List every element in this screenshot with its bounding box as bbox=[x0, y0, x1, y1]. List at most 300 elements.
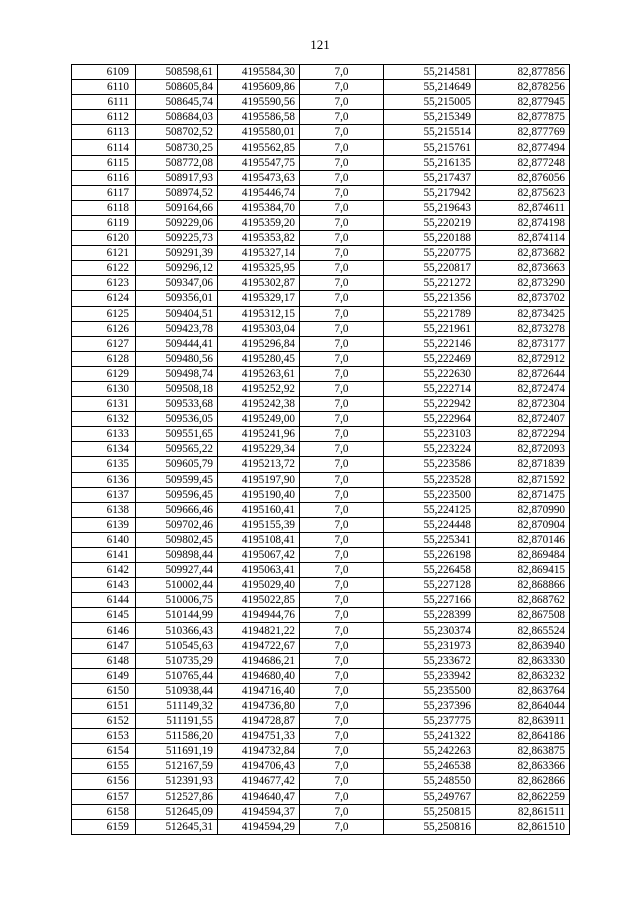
y-coordinate-cell: 4195590,56 bbox=[218, 95, 300, 110]
height-cell: 7,0 bbox=[300, 321, 384, 336]
longitude-cell: 82,872407 bbox=[476, 412, 570, 427]
table-row bbox=[72, 532, 570, 547]
point-number-cell: 6115 bbox=[72, 155, 136, 170]
y-coordinate-cell: 4195547,75 bbox=[218, 155, 300, 170]
latitude-cell: 55,227166 bbox=[384, 593, 476, 608]
y-coordinate-cell: 4194640,47 bbox=[218, 789, 300, 804]
point-number-cell: 6121 bbox=[72, 246, 136, 261]
latitude-cell: 55,217437 bbox=[384, 170, 476, 185]
height-cell: 7,0 bbox=[300, 261, 384, 276]
height-cell: 7,0 bbox=[300, 125, 384, 140]
y-coordinate-cell: 4195312,15 bbox=[218, 306, 300, 321]
height-cell: 7,0 bbox=[300, 608, 384, 623]
table-row bbox=[72, 578, 570, 593]
table-row bbox=[72, 487, 570, 502]
table-row bbox=[72, 548, 570, 563]
table-row bbox=[72, 427, 570, 442]
y-coordinate-cell: 4195108,41 bbox=[218, 532, 300, 547]
table-row bbox=[72, 397, 570, 412]
height-cell: 7,0 bbox=[300, 744, 384, 759]
x-coordinate-cell: 511691,19 bbox=[136, 744, 218, 759]
y-coordinate-cell: 4195353,82 bbox=[218, 231, 300, 246]
longitude-cell: 82,875623 bbox=[476, 185, 570, 200]
table-row bbox=[72, 125, 570, 140]
page-number: 121 bbox=[310, 37, 330, 52]
latitude-cell: 55,222469 bbox=[384, 351, 476, 366]
point-number-cell: 6133 bbox=[72, 427, 136, 442]
latitude-cell: 55,230374 bbox=[384, 623, 476, 638]
height-cell: 7,0 bbox=[300, 804, 384, 819]
table-row bbox=[72, 95, 570, 110]
table-row bbox=[72, 170, 570, 185]
x-coordinate-cell: 509898,44 bbox=[136, 548, 218, 563]
y-coordinate-cell: 4194821,22 bbox=[218, 623, 300, 638]
longitude-cell: 82,863911 bbox=[476, 714, 570, 729]
x-coordinate-cell: 510366,43 bbox=[136, 623, 218, 638]
latitude-cell: 55,221961 bbox=[384, 321, 476, 336]
longitude-cell: 82,865524 bbox=[476, 623, 570, 638]
y-coordinate-cell: 4194716,40 bbox=[218, 683, 300, 698]
y-coordinate-cell: 4194594,37 bbox=[218, 804, 300, 819]
longitude-cell: 82,873290 bbox=[476, 276, 570, 291]
x-coordinate-cell: 509164,66 bbox=[136, 200, 218, 215]
y-coordinate-cell: 4195160,41 bbox=[218, 502, 300, 517]
table-row bbox=[72, 819, 570, 834]
latitude-cell: 55,237775 bbox=[384, 714, 476, 729]
point-number-cell: 6109 bbox=[72, 65, 136, 80]
table-row bbox=[72, 185, 570, 200]
y-coordinate-cell: 4195562,85 bbox=[218, 140, 300, 155]
x-coordinate-cell: 508702,52 bbox=[136, 125, 218, 140]
longitude-cell: 82,877494 bbox=[476, 140, 570, 155]
latitude-cell: 55,222714 bbox=[384, 381, 476, 396]
height-cell: 7,0 bbox=[300, 457, 384, 472]
x-coordinate-cell: 509605,79 bbox=[136, 457, 218, 472]
height-cell: 7,0 bbox=[300, 366, 384, 381]
height-cell: 7,0 bbox=[300, 185, 384, 200]
height-cell: 7,0 bbox=[300, 472, 384, 487]
latitude-cell: 55,220775 bbox=[384, 246, 476, 261]
y-coordinate-cell: 4195325,95 bbox=[218, 261, 300, 276]
point-number-cell: 6125 bbox=[72, 306, 136, 321]
x-coordinate-cell: 512391,93 bbox=[136, 774, 218, 789]
table-row bbox=[72, 336, 570, 351]
height-cell: 7,0 bbox=[300, 517, 384, 532]
point-number-cell: 6146 bbox=[72, 623, 136, 638]
latitude-cell: 55,226198 bbox=[384, 548, 476, 563]
table-row bbox=[72, 729, 570, 744]
longitude-cell: 82,864186 bbox=[476, 729, 570, 744]
height-cell: 7,0 bbox=[300, 95, 384, 110]
height-cell: 7,0 bbox=[300, 442, 384, 457]
height-cell: 7,0 bbox=[300, 759, 384, 774]
point-number-cell: 6144 bbox=[72, 593, 136, 608]
longitude-cell: 82,873663 bbox=[476, 261, 570, 276]
height-cell: 7,0 bbox=[300, 427, 384, 442]
x-coordinate-cell: 511586,20 bbox=[136, 729, 218, 744]
table-row bbox=[72, 759, 570, 774]
latitude-cell: 55,214649 bbox=[384, 80, 476, 95]
x-coordinate-cell: 509291,39 bbox=[136, 246, 218, 261]
x-coordinate-cell: 509356,01 bbox=[136, 291, 218, 306]
height-cell: 7,0 bbox=[300, 351, 384, 366]
height-cell: 7,0 bbox=[300, 698, 384, 713]
latitude-cell: 55,222630 bbox=[384, 366, 476, 381]
table-row bbox=[72, 744, 570, 759]
height-cell: 7,0 bbox=[300, 532, 384, 547]
point-number-cell: 6145 bbox=[72, 608, 136, 623]
latitude-cell: 55,215349 bbox=[384, 110, 476, 125]
x-coordinate-cell: 509347,06 bbox=[136, 276, 218, 291]
y-coordinate-cell: 4195280,45 bbox=[218, 351, 300, 366]
height-cell: 7,0 bbox=[300, 593, 384, 608]
latitude-cell: 55,221789 bbox=[384, 306, 476, 321]
x-coordinate-cell: 511191,55 bbox=[136, 714, 218, 729]
y-coordinate-cell: 4194706,43 bbox=[218, 759, 300, 774]
point-number-cell: 6131 bbox=[72, 397, 136, 412]
longitude-cell: 82,871592 bbox=[476, 472, 570, 487]
y-coordinate-cell: 4195359,20 bbox=[218, 215, 300, 230]
point-number-cell: 6128 bbox=[72, 351, 136, 366]
point-number-cell: 6130 bbox=[72, 381, 136, 396]
longitude-cell: 82,872474 bbox=[476, 381, 570, 396]
height-cell: 7,0 bbox=[300, 306, 384, 321]
height-cell: 7,0 bbox=[300, 170, 384, 185]
latitude-cell: 55,223586 bbox=[384, 457, 476, 472]
latitude-cell: 55,223500 bbox=[384, 487, 476, 502]
longitude-cell: 82,871475 bbox=[476, 487, 570, 502]
table-row bbox=[72, 351, 570, 366]
latitude-cell: 55,242263 bbox=[384, 744, 476, 759]
latitude-cell: 55,217942 bbox=[384, 185, 476, 200]
x-coordinate-cell: 509229,06 bbox=[136, 215, 218, 230]
x-coordinate-cell: 510735,29 bbox=[136, 653, 218, 668]
height-cell: 7,0 bbox=[300, 683, 384, 698]
x-coordinate-cell: 509444,41 bbox=[136, 336, 218, 351]
y-coordinate-cell: 4194680,40 bbox=[218, 668, 300, 683]
height-cell: 7,0 bbox=[300, 397, 384, 412]
coordinates-table bbox=[71, 64, 570, 835]
longitude-cell: 82,862866 bbox=[476, 774, 570, 789]
x-coordinate-cell: 509296,12 bbox=[136, 261, 218, 276]
longitude-cell: 82,874114 bbox=[476, 231, 570, 246]
table-row bbox=[72, 215, 570, 230]
longitude-cell: 82,872093 bbox=[476, 442, 570, 457]
point-number-cell: 6137 bbox=[72, 487, 136, 502]
y-coordinate-cell: 4195580,01 bbox=[218, 125, 300, 140]
longitude-cell: 82,877769 bbox=[476, 125, 570, 140]
y-coordinate-cell: 4195252,92 bbox=[218, 381, 300, 396]
coordinates-table-body bbox=[72, 65, 570, 835]
latitude-cell: 55,248550 bbox=[384, 774, 476, 789]
table-row bbox=[72, 683, 570, 698]
y-coordinate-cell: 4195213,72 bbox=[218, 457, 300, 472]
point-number-cell: 6138 bbox=[72, 502, 136, 517]
table-row bbox=[72, 200, 570, 215]
y-coordinate-cell: 4195197,90 bbox=[218, 472, 300, 487]
y-coordinate-cell: 4195063,41 bbox=[218, 563, 300, 578]
longitude-cell: 82,873425 bbox=[476, 306, 570, 321]
table-row bbox=[72, 261, 570, 276]
latitude-cell: 55,233942 bbox=[384, 668, 476, 683]
height-cell: 7,0 bbox=[300, 819, 384, 834]
x-coordinate-cell: 509565,22 bbox=[136, 442, 218, 457]
x-coordinate-cell: 509404,51 bbox=[136, 306, 218, 321]
longitude-cell: 82,872294 bbox=[476, 427, 570, 442]
latitude-cell: 55,241322 bbox=[384, 729, 476, 744]
height-cell: 7,0 bbox=[300, 502, 384, 517]
table-row bbox=[72, 698, 570, 713]
table-row bbox=[72, 155, 570, 170]
y-coordinate-cell: 4195242,38 bbox=[218, 397, 300, 412]
height-cell: 7,0 bbox=[300, 774, 384, 789]
x-coordinate-cell: 510002,44 bbox=[136, 578, 218, 593]
x-coordinate-cell: 510144,99 bbox=[136, 608, 218, 623]
x-coordinate-cell: 508605,84 bbox=[136, 80, 218, 95]
longitude-cell: 82,863232 bbox=[476, 668, 570, 683]
table-row bbox=[72, 668, 570, 683]
table-row bbox=[72, 306, 570, 321]
latitude-cell: 55,246538 bbox=[384, 759, 476, 774]
y-coordinate-cell: 4195067,42 bbox=[218, 548, 300, 563]
point-number-cell: 6135 bbox=[72, 457, 136, 472]
latitude-cell: 55,223224 bbox=[384, 442, 476, 457]
point-number-cell: 6120 bbox=[72, 231, 136, 246]
x-coordinate-cell: 509498,74 bbox=[136, 366, 218, 381]
y-coordinate-cell: 4194736,80 bbox=[218, 698, 300, 713]
latitude-cell: 55,215514 bbox=[384, 125, 476, 140]
height-cell: 7,0 bbox=[300, 653, 384, 668]
y-coordinate-cell: 4195329,17 bbox=[218, 291, 300, 306]
point-number-cell: 6119 bbox=[72, 215, 136, 230]
height-cell: 7,0 bbox=[300, 714, 384, 729]
point-number-cell: 6139 bbox=[72, 517, 136, 532]
point-number-cell: 6126 bbox=[72, 321, 136, 336]
table-row bbox=[72, 321, 570, 336]
longitude-cell: 82,862259 bbox=[476, 789, 570, 804]
longitude-cell: 82,877945 bbox=[476, 95, 570, 110]
latitude-cell: 55,224125 bbox=[384, 502, 476, 517]
longitude-cell: 82,863875 bbox=[476, 744, 570, 759]
height-cell: 7,0 bbox=[300, 155, 384, 170]
height-cell: 7,0 bbox=[300, 231, 384, 246]
point-number-cell: 6127 bbox=[72, 336, 136, 351]
point-number-cell: 6142 bbox=[72, 563, 136, 578]
latitude-cell: 55,219643 bbox=[384, 200, 476, 215]
longitude-cell: 82,878256 bbox=[476, 80, 570, 95]
height-cell: 7,0 bbox=[300, 200, 384, 215]
x-coordinate-cell: 509533,68 bbox=[136, 397, 218, 412]
longitude-cell: 82,874611 bbox=[476, 200, 570, 215]
point-number-cell: 6134 bbox=[72, 442, 136, 457]
table-row bbox=[72, 804, 570, 819]
longitude-cell: 82,863940 bbox=[476, 638, 570, 653]
longitude-cell: 82,874198 bbox=[476, 215, 570, 230]
latitude-cell: 55,222964 bbox=[384, 412, 476, 427]
y-coordinate-cell: 4195022,85 bbox=[218, 593, 300, 608]
point-number-cell: 6140 bbox=[72, 532, 136, 547]
longitude-cell: 82,872304 bbox=[476, 397, 570, 412]
point-number-cell: 6158 bbox=[72, 804, 136, 819]
table-row bbox=[72, 593, 570, 608]
point-number-cell: 6117 bbox=[72, 185, 136, 200]
x-coordinate-cell: 509666,46 bbox=[136, 502, 218, 517]
x-coordinate-cell: 510006,75 bbox=[136, 593, 218, 608]
x-coordinate-cell: 509551,65 bbox=[136, 427, 218, 442]
table-row bbox=[72, 381, 570, 396]
table-row bbox=[72, 140, 570, 155]
y-coordinate-cell: 4194594,29 bbox=[218, 819, 300, 834]
table-row bbox=[72, 291, 570, 306]
y-coordinate-cell: 4195586,58 bbox=[218, 110, 300, 125]
point-number-cell: 6150 bbox=[72, 683, 136, 698]
longitude-cell: 82,861510 bbox=[476, 819, 570, 834]
latitude-cell: 55,221272 bbox=[384, 276, 476, 291]
latitude-cell: 55,228399 bbox=[384, 608, 476, 623]
height-cell: 7,0 bbox=[300, 578, 384, 593]
y-coordinate-cell: 4195303,04 bbox=[218, 321, 300, 336]
y-coordinate-cell: 4195263,61 bbox=[218, 366, 300, 381]
point-number-cell: 6112 bbox=[72, 110, 136, 125]
latitude-cell: 55,223528 bbox=[384, 472, 476, 487]
height-cell: 7,0 bbox=[300, 563, 384, 578]
x-coordinate-cell: 509225,73 bbox=[136, 231, 218, 246]
point-number-cell: 6159 bbox=[72, 819, 136, 834]
table-row bbox=[72, 653, 570, 668]
point-number-cell: 6152 bbox=[72, 714, 136, 729]
point-number-cell: 6118 bbox=[72, 200, 136, 215]
point-number-cell: 6154 bbox=[72, 744, 136, 759]
y-coordinate-cell: 4195229,34 bbox=[218, 442, 300, 457]
longitude-cell: 82,869415 bbox=[476, 563, 570, 578]
y-coordinate-cell: 4195296,84 bbox=[218, 336, 300, 351]
latitude-cell: 55,215005 bbox=[384, 95, 476, 110]
latitude-cell: 55,220219 bbox=[384, 215, 476, 230]
point-number-cell: 6116 bbox=[72, 170, 136, 185]
longitude-cell: 82,872912 bbox=[476, 351, 570, 366]
y-coordinate-cell: 4195241,96 bbox=[218, 427, 300, 442]
height-cell: 7,0 bbox=[300, 789, 384, 804]
table-row bbox=[72, 366, 570, 381]
longitude-cell: 82,863366 bbox=[476, 759, 570, 774]
x-coordinate-cell: 508772,08 bbox=[136, 155, 218, 170]
latitude-cell: 55,231973 bbox=[384, 638, 476, 653]
longitude-cell: 82,870146 bbox=[476, 532, 570, 547]
height-cell: 7,0 bbox=[300, 215, 384, 230]
table-row bbox=[72, 714, 570, 729]
height-cell: 7,0 bbox=[300, 381, 384, 396]
height-cell: 7,0 bbox=[300, 729, 384, 744]
x-coordinate-cell: 509596,45 bbox=[136, 487, 218, 502]
table-row bbox=[72, 638, 570, 653]
y-coordinate-cell: 4195473,63 bbox=[218, 170, 300, 185]
point-number-cell: 6111 bbox=[72, 95, 136, 110]
y-coordinate-cell: 4194728,87 bbox=[218, 714, 300, 729]
x-coordinate-cell: 508974,52 bbox=[136, 185, 218, 200]
latitude-cell: 55,216135 bbox=[384, 155, 476, 170]
x-coordinate-cell: 509927,44 bbox=[136, 563, 218, 578]
height-cell: 7,0 bbox=[300, 487, 384, 502]
y-coordinate-cell: 4195384,70 bbox=[218, 200, 300, 215]
latitude-cell: 55,235500 bbox=[384, 683, 476, 698]
longitude-cell: 82,872644 bbox=[476, 366, 570, 381]
height-cell: 7,0 bbox=[300, 638, 384, 653]
latitude-cell: 55,220188 bbox=[384, 231, 476, 246]
point-number-cell: 6136 bbox=[72, 472, 136, 487]
height-cell: 7,0 bbox=[300, 548, 384, 563]
x-coordinate-cell: 508645,74 bbox=[136, 95, 218, 110]
point-number-cell: 6147 bbox=[72, 638, 136, 653]
height-cell: 7,0 bbox=[300, 412, 384, 427]
latitude-cell: 55,227128 bbox=[384, 578, 476, 593]
y-coordinate-cell: 4195302,87 bbox=[218, 276, 300, 291]
longitude-cell: 82,871839 bbox=[476, 457, 570, 472]
x-coordinate-cell: 508730,25 bbox=[136, 140, 218, 155]
point-number-cell: 6123 bbox=[72, 276, 136, 291]
latitude-cell: 55,225341 bbox=[384, 532, 476, 547]
x-coordinate-cell: 508598,61 bbox=[136, 65, 218, 80]
latitude-cell: 55,222146 bbox=[384, 336, 476, 351]
table-row bbox=[72, 608, 570, 623]
y-coordinate-cell: 4194751,33 bbox=[218, 729, 300, 744]
point-number-cell: 6155 bbox=[72, 759, 136, 774]
table-row bbox=[72, 231, 570, 246]
height-cell: 7,0 bbox=[300, 276, 384, 291]
x-coordinate-cell: 509702,46 bbox=[136, 517, 218, 532]
y-coordinate-cell: 4195190,40 bbox=[218, 487, 300, 502]
height-cell: 7,0 bbox=[300, 65, 384, 80]
table-row bbox=[72, 774, 570, 789]
latitude-cell: 55,226458 bbox=[384, 563, 476, 578]
point-number-cell: 6148 bbox=[72, 653, 136, 668]
y-coordinate-cell: 4194944,76 bbox=[218, 608, 300, 623]
point-number-cell: 6129 bbox=[72, 366, 136, 381]
latitude-cell: 55,215761 bbox=[384, 140, 476, 155]
table-row bbox=[72, 502, 570, 517]
x-coordinate-cell: 508684,03 bbox=[136, 110, 218, 125]
latitude-cell: 55,224448 bbox=[384, 517, 476, 532]
table-row bbox=[72, 623, 570, 638]
latitude-cell: 55,221356 bbox=[384, 291, 476, 306]
latitude-cell: 55,220817 bbox=[384, 261, 476, 276]
height-cell: 7,0 bbox=[300, 110, 384, 125]
longitude-cell: 82,877248 bbox=[476, 155, 570, 170]
longitude-cell: 82,869484 bbox=[476, 548, 570, 563]
height-cell: 7,0 bbox=[300, 80, 384, 95]
table-row bbox=[72, 457, 570, 472]
table-row bbox=[72, 412, 570, 427]
table-row bbox=[72, 563, 570, 578]
x-coordinate-cell: 509536,05 bbox=[136, 412, 218, 427]
y-coordinate-cell: 4194722,67 bbox=[218, 638, 300, 653]
table-row bbox=[72, 517, 570, 532]
longitude-cell: 82,876056 bbox=[476, 170, 570, 185]
longitude-cell: 82,864044 bbox=[476, 698, 570, 713]
longitude-cell: 82,861511 bbox=[476, 804, 570, 819]
latitude-cell: 55,223103 bbox=[384, 427, 476, 442]
longitude-cell: 82,873278 bbox=[476, 321, 570, 336]
point-number-cell: 6124 bbox=[72, 291, 136, 306]
longitude-cell: 82,863764 bbox=[476, 683, 570, 698]
latitude-cell: 55,237396 bbox=[384, 698, 476, 713]
point-number-cell: 6113 bbox=[72, 125, 136, 140]
height-cell: 7,0 bbox=[300, 246, 384, 261]
longitude-cell: 82,867508 bbox=[476, 608, 570, 623]
point-number-cell: 6141 bbox=[72, 548, 136, 563]
height-cell: 7,0 bbox=[300, 668, 384, 683]
table-row bbox=[72, 442, 570, 457]
point-number-cell: 6132 bbox=[72, 412, 136, 427]
